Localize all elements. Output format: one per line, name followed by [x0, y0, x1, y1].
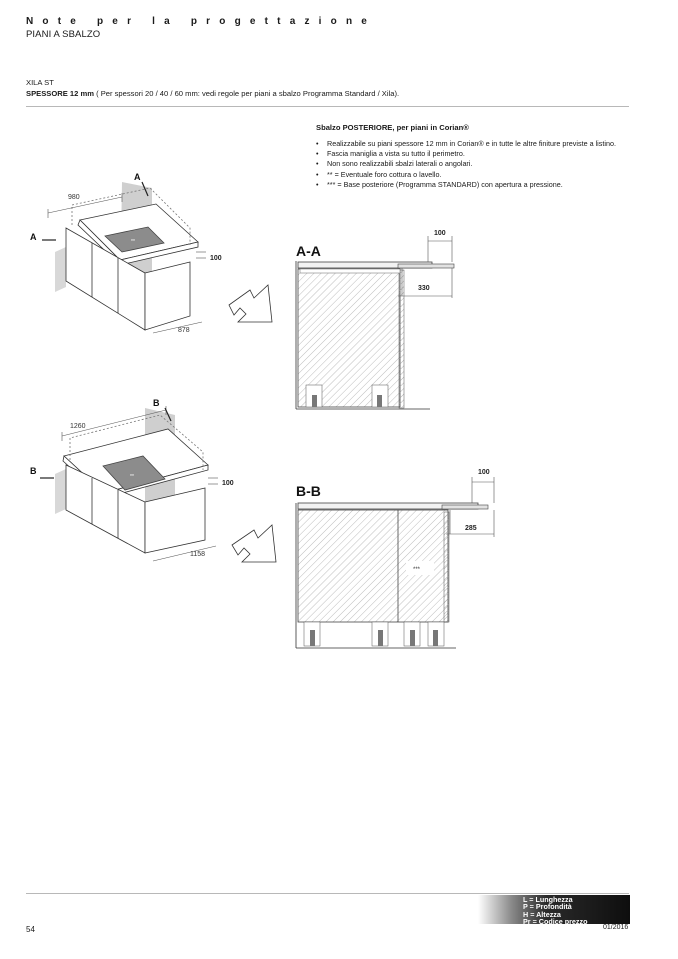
- section-marker-a-top: A: [134, 172, 141, 182]
- section-marker-b-top: B: [153, 398, 160, 408]
- legend-item: L = Lunghezza: [523, 895, 573, 904]
- document-date: 01/2016: [603, 924, 629, 931]
- header-title: Note per la progettazione: [26, 16, 377, 27]
- dim-overhang-b: 100: [222, 480, 234, 487]
- section-drawing-b: [296, 477, 494, 648]
- header-subtitle: PIANI A SBALZO: [26, 29, 101, 40]
- iso-drawing-b: [40, 406, 218, 561]
- section-dim-overhang-b: 100: [478, 469, 490, 476]
- note-item: • Non sono realizzabili sbalzi laterali o angolari.: [316, 159, 634, 169]
- legend-item: P = Profondità: [523, 902, 572, 912]
- note-item: • Realizzabile su piani spessore 12 mm in Corian® e in tutte le altre finiture previste a listino.: [316, 139, 634, 149]
- section-dim-overhang-a: 100: [434, 230, 446, 237]
- arrow-icon: [232, 525, 276, 562]
- legend-item: H = Altezza: [523, 909, 561, 919]
- section-dim-height-b: 285: [465, 525, 477, 532]
- section-dim-height-a: 330: [418, 285, 430, 292]
- base-mark-b: ***: [413, 567, 421, 573]
- dim-width-b: 1260: [70, 423, 86, 430]
- arrow-icon: [229, 285, 272, 322]
- section-marker-b-left: B: [30, 466, 37, 476]
- note-item: • ** = Eventuale foro cottura o lavello.: [316, 170, 634, 180]
- legend-item: Pr = Codice prezzo: [523, 916, 588, 926]
- hob-mark-a: **: [131, 239, 135, 245]
- notes-title: Sbalzo POSTERIORE, per piani in Corian®: [316, 123, 469, 132]
- section-drawing-a: [296, 236, 454, 409]
- dim-depth-b: 1158: [190, 551, 206, 558]
- dim-depth-a: 878: [178, 327, 190, 334]
- footer-divider: [26, 893, 629, 894]
- dim-width-a: 980: [68, 194, 80, 201]
- section-title-a: A-A: [296, 243, 321, 259]
- thickness-note: ( Per spessori 20 / 40 / 60 mm: vedi regole per piani a sbalzo Programma Standard / Xila).: [93, 89, 400, 98]
- hob-mark-b: **: [130, 474, 134, 480]
- thickness-label: SPESSORE 12 mm: [26, 89, 94, 98]
- note-item: • *** = Base posteriore (Programma STANDARD) con apertura a pressione.: [316, 180, 634, 190]
- legend-list: [523, 896, 588, 925]
- page-number: 54: [26, 925, 35, 934]
- section-title-b: B-B: [296, 483, 321, 499]
- note-item: • Fascia maniglia a vista su tutto il perimetro.: [316, 149, 634, 159]
- iso-drawing-a: [42, 182, 206, 333]
- dim-overhang-a: 100: [210, 255, 222, 262]
- section-marker-a-left: A: [30, 232, 37, 242]
- product-name: XILA ST: [26, 78, 54, 87]
